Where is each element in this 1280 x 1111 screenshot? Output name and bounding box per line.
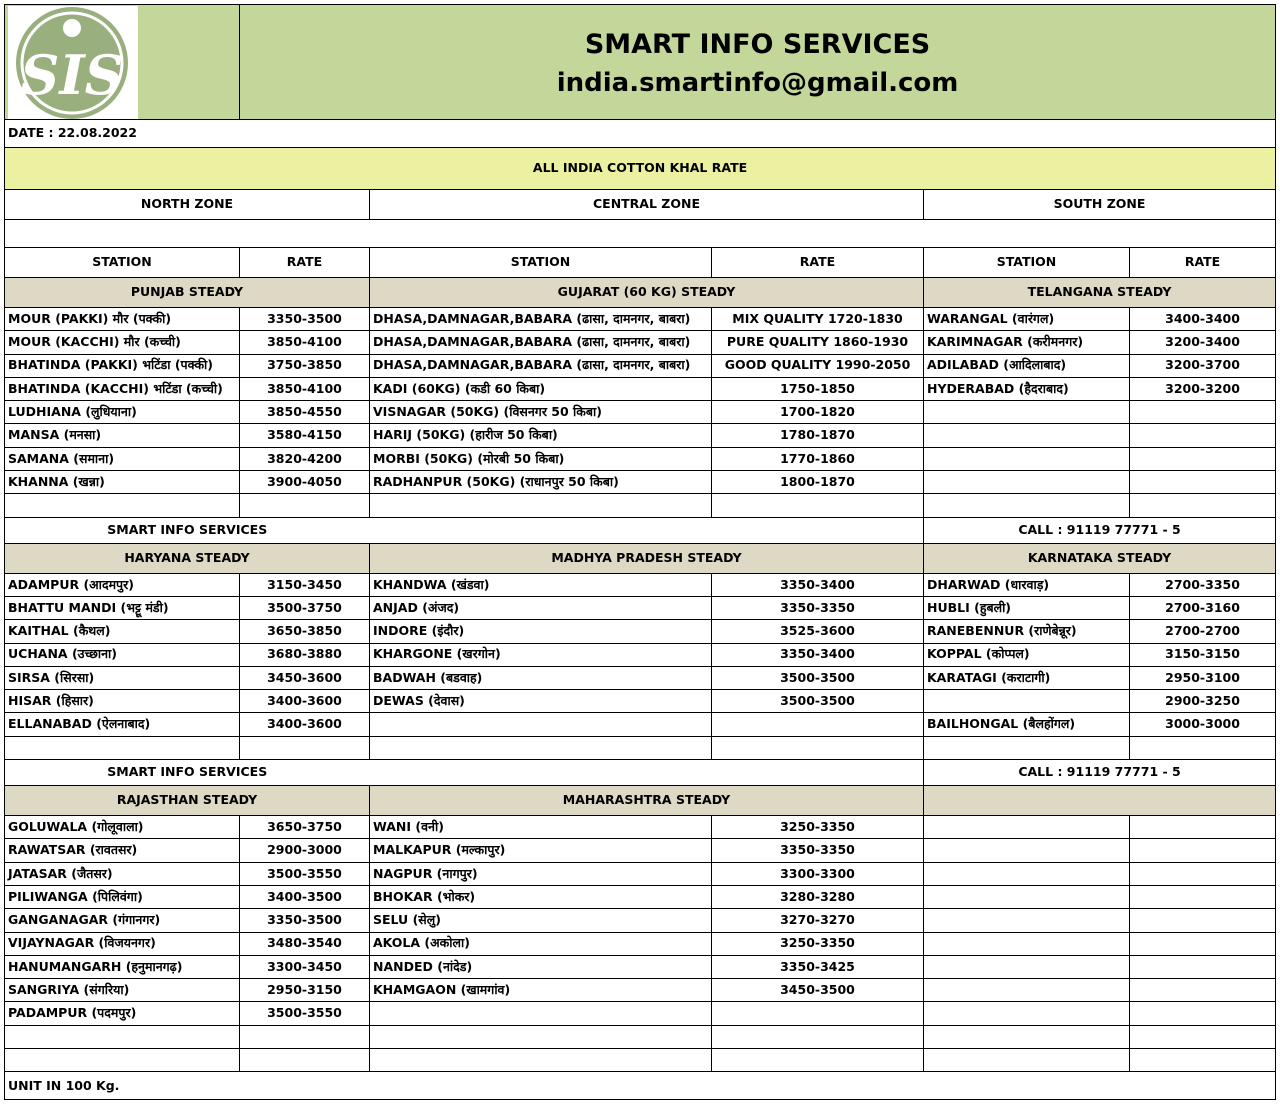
station-cell: INDORE (इंदौर) xyxy=(370,620,712,643)
rate-cell: 2700-3350 xyxy=(1130,573,1276,596)
footer-brand: SMART INFO SERVICES xyxy=(5,760,370,786)
state-header-north: PUNJAB STEADY xyxy=(5,278,370,308)
rate-cell: 3150-3450 xyxy=(240,573,370,596)
table-row xyxy=(5,736,1276,759)
station-cell: HUBLI (हुबली) xyxy=(924,596,1130,619)
station-cell: SIRSA (सिरसा) xyxy=(5,666,240,689)
rate-cell xyxy=(240,736,370,759)
spacer-row xyxy=(5,220,1276,248)
station-cell xyxy=(924,447,1130,470)
rate-cell: 3400-3600 xyxy=(240,713,370,736)
station-cell: BHATINDA (KACCHI) भटिंडा (कच्ची) xyxy=(5,377,240,400)
station-cell: DHASA,DAMNAGAR,BABARA (ढासा, दामनगर, बाबरा) xyxy=(370,308,712,331)
station-cell xyxy=(924,1025,1130,1048)
station-cell xyxy=(924,1002,1130,1025)
rate-cell xyxy=(712,1049,924,1072)
station-cell xyxy=(370,1049,712,1072)
rate-cell: 1700-1820 xyxy=(712,401,924,424)
rate-cell: 3350-3400 xyxy=(712,573,924,596)
rate-cell xyxy=(712,713,924,736)
station-cell xyxy=(924,494,1130,517)
station-cell xyxy=(924,401,1130,424)
station-cell xyxy=(924,1049,1130,1072)
table-row xyxy=(5,401,1276,424)
station-cell: BADWAH (बडवाह) xyxy=(370,666,712,689)
table-row xyxy=(5,839,1276,862)
state-header-central: MADHYA PRADESH STEADY xyxy=(370,543,924,573)
rate-cell: 3400-3400 xyxy=(1130,308,1276,331)
station-cell xyxy=(924,424,1130,447)
rate-cell: 2900-3250 xyxy=(1130,690,1276,713)
table-row xyxy=(5,979,1276,1002)
station-cell xyxy=(924,862,1130,885)
table-row xyxy=(5,643,1276,666)
page-title: ALL INDIA COTTON KHAL RATE xyxy=(5,148,1276,190)
rate-cell: 3900-4050 xyxy=(240,471,370,494)
rate-cell: 1770-1860 xyxy=(712,447,924,470)
station-cell xyxy=(370,736,712,759)
rate-cell xyxy=(240,494,370,517)
rate-cell: MIX QUALITY 1720-1830 xyxy=(712,308,924,331)
rate-cell xyxy=(240,1049,370,1072)
table-row xyxy=(5,596,1276,619)
state-header-south: KARNATAKA STEADY xyxy=(924,543,1276,573)
state-header-north: HARYANA STEADY xyxy=(5,543,370,573)
station-cell xyxy=(370,1002,712,1025)
footer-call: CALL : 91119 77771 - 5 xyxy=(924,760,1276,786)
rate-cell: 3850-4100 xyxy=(240,331,370,354)
rate-cell xyxy=(1130,816,1276,839)
rate-cell xyxy=(240,1025,370,1048)
col-station-north: STATION xyxy=(5,248,240,278)
station-cell: MALKAPUR (मल्कापुर) xyxy=(370,839,712,862)
rate-cell: 3850-4550 xyxy=(240,401,370,424)
table-row xyxy=(5,666,1276,689)
rate-cell: 2950-3100 xyxy=(1130,666,1276,689)
rate-cell xyxy=(1130,909,1276,932)
station-cell: HARIJ (50KG) (हारीज 50 किबा) xyxy=(370,424,712,447)
station-cell: BHOKAR (भोकर) xyxy=(370,885,712,908)
station-cell: PILIWANGA (पिलिवंगा) xyxy=(5,885,240,908)
station-cell xyxy=(924,816,1130,839)
state-header-central: MAHARASHTRA STEADY xyxy=(370,786,924,816)
station-cell: ANJAD (अंजद) xyxy=(370,596,712,619)
station-cell: SAMANA (समाना) xyxy=(5,447,240,470)
station-cell: KHARGONE (खरगोन) xyxy=(370,643,712,666)
rate-cell: 3300-3450 xyxy=(240,955,370,978)
station-cell: RAWATSAR (रावतसर) xyxy=(5,839,240,862)
rate-cell: 3000-3000 xyxy=(1130,713,1276,736)
station-cell: KARIMNAGAR (करीमनगर) xyxy=(924,331,1130,354)
rate-cell: 3820-4200 xyxy=(240,447,370,470)
rate-cell: 3200-3200 xyxy=(1130,377,1276,400)
station-cell: KOPPAL (कोप्पल) xyxy=(924,643,1130,666)
station-cell xyxy=(370,713,712,736)
table-row xyxy=(5,573,1276,596)
col-station-south: STATION xyxy=(924,248,1130,278)
rate-cell: 3350-3425 xyxy=(712,955,924,978)
rate-cell xyxy=(1130,494,1276,517)
col-station-central: STATION xyxy=(370,248,712,278)
footer-spacer xyxy=(370,517,924,543)
station-cell: KARATAGI (कराटागी) xyxy=(924,666,1130,689)
table-row xyxy=(5,955,1276,978)
rate-cell: 1800-1870 xyxy=(712,471,924,494)
station-cell: HISAR (हिसार) xyxy=(5,690,240,713)
station-cell: ADAMPUR (आदमपुर) xyxy=(5,573,240,596)
station-cell: JATASAR (जैतसर) xyxy=(5,862,240,885)
state-header-central: GUJARAT (60 KG) STEADY xyxy=(370,278,924,308)
station-cell xyxy=(924,839,1130,862)
station-cell: HYDERABAD (हैदराबाद) xyxy=(924,377,1130,400)
station-cell: GANGANAGAR (गंगानगर) xyxy=(5,909,240,932)
zone-south: SOUTH ZONE xyxy=(924,190,1276,220)
footer-spacer xyxy=(370,760,924,786)
station-cell: MORBI (50KG) (मोरबी 50 किबा) xyxy=(370,447,712,470)
state-header-north: RAJASTHAN STEADY xyxy=(5,786,370,816)
table-row xyxy=(5,377,1276,400)
station-cell: NAGPUR (नागपुर) xyxy=(370,862,712,885)
rate-cell: 3450-3500 xyxy=(712,979,924,1002)
rate-cell: 3525-3600 xyxy=(712,620,924,643)
rate-cell: 3500-3550 xyxy=(240,862,370,885)
rate-cell: 3200-3700 xyxy=(1130,354,1276,377)
date-line: DATE : 22.08.2022 xyxy=(5,120,1276,148)
state-header-south: TELANGANA STEADY xyxy=(924,278,1276,308)
table-row xyxy=(5,816,1276,839)
rate-cell: 3350-3350 xyxy=(712,839,924,862)
company-email: india.smartinfo@gmail.com xyxy=(556,67,959,98)
rate-cell xyxy=(1130,979,1276,1002)
footer-call: CALL : 91119 77771 - 5 xyxy=(924,517,1276,543)
zone-north: NORTH ZONE xyxy=(5,190,370,220)
rate-cell: 3500-3750 xyxy=(240,596,370,619)
rate-cell xyxy=(1130,839,1276,862)
rate-cell xyxy=(1130,401,1276,424)
rate-cell xyxy=(1130,1025,1276,1048)
rate-cell: 3500-3500 xyxy=(712,690,924,713)
station-cell: KHAMGAON (खामगांव) xyxy=(370,979,712,1002)
station-cell xyxy=(5,1025,240,1048)
station-cell xyxy=(924,979,1130,1002)
station-cell: MANSA (मनसा) xyxy=(5,424,240,447)
header-banner xyxy=(240,5,1276,120)
station-cell: GOLUWALA (गोलूवाला) xyxy=(5,816,240,839)
rate-cell xyxy=(1130,862,1276,885)
rate-cell: 2950-3150 xyxy=(240,979,370,1002)
rate-cell: 3250-3350 xyxy=(712,816,924,839)
station-cell xyxy=(924,932,1130,955)
rate-cell: 2700-2700 xyxy=(1130,620,1276,643)
station-cell: DHASA,DAMNAGAR,BABARA (ढासा, दामनगर, बाबरा) xyxy=(370,354,712,377)
station-cell: MOUR (PAKKI) मौर (पक्की) xyxy=(5,308,240,331)
table-row xyxy=(5,713,1276,736)
table-row xyxy=(5,690,1276,713)
table-row xyxy=(5,331,1276,354)
station-cell: NANDED (नांदेड) xyxy=(370,955,712,978)
rate-cell xyxy=(1130,955,1276,978)
station-cell: MOUR (KACCHI) मौर (कच्ची) xyxy=(5,331,240,354)
station-cell: ELLANABAD (ऐलनाबाद) xyxy=(5,713,240,736)
rate-cell: 3350-3400 xyxy=(712,643,924,666)
rate-cell: PURE QUALITY 1860-1930 xyxy=(712,331,924,354)
table-row xyxy=(5,862,1276,885)
rate-cell: 3350-3500 xyxy=(240,909,370,932)
station-cell: WANI (वनी) xyxy=(370,816,712,839)
station-cell: AKOLA (अकोला) xyxy=(370,932,712,955)
table-row xyxy=(5,354,1276,377)
station-cell: SELU (सेलु) xyxy=(370,909,712,932)
rate-cell: 2700-3160 xyxy=(1130,596,1276,619)
zone-central: CENTRAL ZONE xyxy=(370,190,924,220)
station-cell: KADI (60KG) (कडी 60 किबा) xyxy=(370,377,712,400)
rate-cell xyxy=(1130,424,1276,447)
table-row xyxy=(5,1002,1276,1025)
station-cell: VISNAGAR (50KG) (विसनगर 50 किबा) xyxy=(370,401,712,424)
footer-brand: SMART INFO SERVICES xyxy=(5,517,370,543)
table-row xyxy=(5,308,1276,331)
station-cell: DEWAS (देवास) xyxy=(370,690,712,713)
rate-cell: 3500-3550 xyxy=(240,1002,370,1025)
station-cell: DHASA,DAMNAGAR,BABARA (ढासा, दामनगर, बाबरा) xyxy=(370,331,712,354)
station-cell xyxy=(370,1025,712,1048)
rate-cell xyxy=(712,1025,924,1048)
logo-text: SIS xyxy=(20,42,124,107)
station-cell xyxy=(924,736,1130,759)
rate-table xyxy=(4,4,1276,1100)
rate-cell: 3400-3500 xyxy=(240,885,370,908)
rate-cell: 3850-4100 xyxy=(240,377,370,400)
unit-note: UNIT IN 100 Kg. xyxy=(5,1072,1276,1100)
company-logo-icon xyxy=(8,6,138,119)
rate-cell xyxy=(1130,1002,1276,1025)
station-cell xyxy=(924,471,1130,494)
station-cell: RADHANPUR (50KG) (राधानपुर 50 किबा) xyxy=(370,471,712,494)
rate-cell: 3480-3540 xyxy=(240,932,370,955)
rate-cell xyxy=(1130,932,1276,955)
rate-cell: GOOD QUALITY 1990-2050 xyxy=(712,354,924,377)
table-row xyxy=(5,1049,1276,1072)
table-row xyxy=(5,1025,1276,1048)
station-cell xyxy=(5,1049,240,1072)
table-row xyxy=(5,620,1276,643)
station-cell: RANEBENNUR (राणेबेन्नूर) xyxy=(924,620,1130,643)
rate-cell xyxy=(1130,736,1276,759)
logo-cell xyxy=(5,5,240,120)
table-row xyxy=(5,932,1276,955)
station-cell: KHANDWA (खंडवा) xyxy=(370,573,712,596)
station-cell: KHANNA (खन्ना) xyxy=(5,471,240,494)
rate-cell: 3350-3500 xyxy=(240,308,370,331)
rate-cell: 3280-3280 xyxy=(712,885,924,908)
station-cell: BHATTU MANDI (भट्टू मंडी) xyxy=(5,596,240,619)
station-cell: BHATINDA (PAKKI) भटिंडा (पक्की) xyxy=(5,354,240,377)
rate-cell: 3350-3350 xyxy=(712,596,924,619)
rate-cell xyxy=(1130,1049,1276,1072)
rate-cell: 3680-3880 xyxy=(240,643,370,666)
station-cell xyxy=(924,909,1130,932)
table-row xyxy=(5,885,1276,908)
station-cell xyxy=(924,690,1130,713)
rate-cell xyxy=(712,1002,924,1025)
rate-cell: 2900-3000 xyxy=(240,839,370,862)
state-header-south xyxy=(924,786,1276,816)
table-row xyxy=(5,424,1276,447)
rate-cell: 3580-4150 xyxy=(240,424,370,447)
rate-cell: 3500-3500 xyxy=(712,666,924,689)
station-cell: WARANGAL (वारंगल) xyxy=(924,308,1130,331)
rate-cell xyxy=(712,736,924,759)
rate-cell: 3450-3600 xyxy=(240,666,370,689)
station-cell xyxy=(5,736,240,759)
col-rate-north: RATE xyxy=(240,248,370,278)
col-rate-south: RATE xyxy=(1130,248,1276,278)
rate-cell: 3150-3150 xyxy=(1130,643,1276,666)
station-cell: PADAMPUR (पदमपुर) xyxy=(5,1002,240,1025)
rate-cell: 1750-1850 xyxy=(712,377,924,400)
rate-cell: 3270-3270 xyxy=(712,909,924,932)
rate-cell: 3750-3850 xyxy=(240,354,370,377)
rate-cell: 3400-3600 xyxy=(240,690,370,713)
rate-cell: 3250-3350 xyxy=(712,932,924,955)
company-name: SMART INFO SERVICES xyxy=(584,28,931,60)
station-cell xyxy=(370,494,712,517)
station-cell: HANUMANGARH (हनुमानगढ़) xyxy=(5,955,240,978)
rate-cell: 3650-3750 xyxy=(240,816,370,839)
table-row xyxy=(5,471,1276,494)
table-row xyxy=(5,909,1276,932)
station-cell: DHARWAD (धारवाड़) xyxy=(924,573,1130,596)
station-cell: LUDHIANA (लुधियाना) xyxy=(5,401,240,424)
table-row xyxy=(5,447,1276,470)
rate-cell: 3300-3300 xyxy=(712,862,924,885)
rate-cell xyxy=(712,494,924,517)
station-cell: ADILABAD (आदिलाबाद) xyxy=(924,354,1130,377)
station-cell xyxy=(5,494,240,517)
station-cell: UCHANA (उच्छाना) xyxy=(5,643,240,666)
rate-cell: 1780-1870 xyxy=(712,424,924,447)
station-cell: VIJAYNAGAR (विजयनगर) xyxy=(5,932,240,955)
table-row xyxy=(5,494,1276,517)
rate-cell xyxy=(1130,885,1276,908)
rate-cell xyxy=(1130,447,1276,470)
station-cell: SANGRIYA (संगरिया) xyxy=(5,979,240,1002)
station-cell: KAITHAL (कैथल) xyxy=(5,620,240,643)
station-cell: BAILHONGAL (बैलहोंगल) xyxy=(924,713,1130,736)
station-cell xyxy=(924,955,1130,978)
rate-cell xyxy=(1130,471,1276,494)
rate-cell: 3650-3850 xyxy=(240,620,370,643)
station-cell xyxy=(924,885,1130,908)
col-rate-central: RATE xyxy=(712,248,924,278)
rate-cell: 3200-3400 xyxy=(1130,331,1276,354)
